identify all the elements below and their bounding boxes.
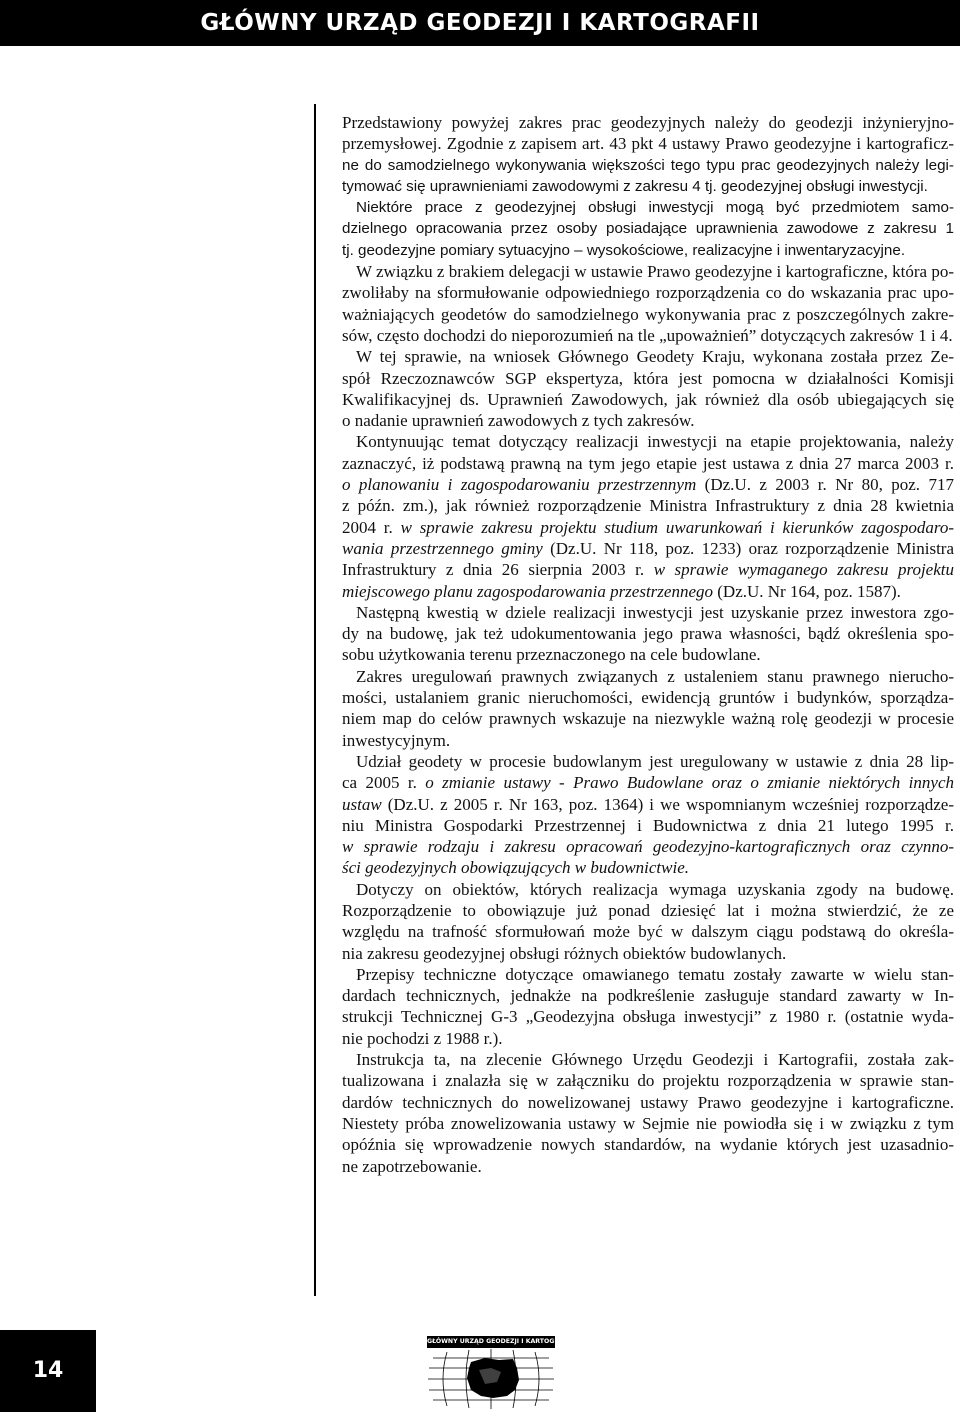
logo-banner: GŁÓWNY URZĄD GEODEZJI I KARTOGRAFII [427,1336,555,1348]
text-line: ne do samodzielnego wykonywania większości tego typu prac geodezyjnych należy legi- [342,156,954,174]
text-line: W tej sprawie, na wniosek Głównego Geodety Kraju, wykonana została przez Ze- [356,347,954,367]
text-line: dardach technicznych, jednakże na podkreślenie zasługuje standard zawarty w In- [342,986,954,1006]
text-line: Przepisy techniczne dotyczące omawianego tematu zostały zawarte w wielu stan- [356,964,954,984]
text-line: z późn. zm.), jak również rozporządzenie Ministra Infrastruktury z dnia 28 kwietnia [342,496,954,516]
text-line [342,538,954,559]
text-line: Kwalifikacyjnej ds. Uprawnień Zawodowych, jak również dla osób ubiegających się [342,389,954,409]
text-line: zaznaczyć, iż podstawą prawną na tym jego etapie jest ustawa z dnia 27 marca 2003 r. [342,453,954,473]
text-line [342,836,954,857]
text-line: zwoliłaby na sformułowanie odpowiedniego rozporządzenia co do wskazania prac upo- [342,283,954,303]
citation: (Dz.U. z 2005 r. Nr 163, poz. 1364) i we wspomnianym wcześniej rozporządze- [381,794,954,814]
citation: (Dz.U. Nr 118, poz. 1233) oraz rozporządzenie Ministra [542,538,955,558]
text-line [342,474,954,495]
text-line: dy na budowę, jak też udokumentowania jego prawa własności, bądź określenia spo- [342,624,954,644]
margin-rule [314,104,316,1296]
text-line: mości, ustalaniem granic nieruchomości, ewidencją gruntów i budynków, sporządza- [342,688,954,708]
italic-title: w sprawie rodzaju i zakresu opracowań geodezyjno-kartograficznych oraz czynno- [342,837,954,857]
text-line: niu Ministra Gospodarki Przestrzennej i Budownictwa z dnia 21 lutego 1995 r. [342,815,954,835]
text-line: tj. geodezyjne pomiary sytuacyjno – wysokościowe, realizacyjne i inwentaryzacyjne. [342,241,906,259]
text-line: przemysłowej. Zgodnie z zapisem art. 43 pkt 4 ustawy Prawo geodezyjne i kartograficz- [342,134,954,154]
body-text [342,112,954,1177]
text-line: tymować się uprawnieniami zawodowymi z zakresu 4 tj. geodezyjnej obsługi inwestycji. [342,177,928,195]
text-line: ne zapotrzebowanie. [342,1156,482,1176]
text-line: sów, często dochodzi do nieporozumień na tle „upoważnień” dotyczących zakresów 1 i 4. [342,325,953,345]
globe-map-icon [427,1348,555,1410]
text-line: sobu użytkowania terenu przeznaczonego na cele budowlane. [342,645,761,665]
text-line: ważniających geodetów do samodzielnego wykonywania prac z poszczególnych zakre- [342,304,954,324]
text-line [342,581,954,602]
text-line [342,794,954,815]
italic-title: wania przestrzennego gminy [342,538,543,558]
citation: (Dz.U. Nr 164, poz. 1587). [713,581,901,601]
text-line: opóźnia się wprowadzenie nowych standardów, na wydanie których jest uzasadnio- [342,1135,954,1155]
italic-title: o zmianie ustawy - Prawo Budowlane oraz o zmianie niektórych innych [425,773,954,793]
text-fragment: Infrastruktury z dnia 26 sierpnia 2003 r. [342,560,654,580]
text-line: nia zakresu geodezyjnej obsługi różnych obiektów budowlanych. [342,943,787,963]
text-line: spół Rzeczoznawców SGP ekspertyza, która jest pomocna w działalności Komisji [342,368,954,388]
text-line: Instrukcja ta, na zlecenie Głównego Urzędu Geodezji i Kartografii, została zak- [356,1050,954,1070]
text-line: nie pochodzi z 1988 r.). [342,1028,503,1048]
text-line [342,559,954,580]
text-line: dardów technicznych do nowelizowanej ustawy Prawo geodezyjne i kartograficzne. [342,1092,954,1112]
text-line: Rozporządzenie to obowiązuje już ponad dziesięć lat i można stwierdzić, że ze [342,900,954,920]
italic-title: ści geodezyjnych obowiązujących w budownictwie. [342,858,690,878]
italic-title: ustaw [342,794,382,814]
text-line: dzielnego opracowania przez osoby posiadające uprawnienia zawodowe z zakresu 1 [342,220,954,238]
text-line: o nadanie uprawnień zawodowych z tych zakresów. [342,411,695,431]
page-header-title: GŁÓWNY URZĄD GEODEZJI I KARTOGRAFII [200,10,760,36]
gugik-logo [427,1336,573,1410]
italic-title: o planowaniu i zagospodarowaniu przestrzennym [342,475,697,495]
text-line [342,772,954,793]
italic-title: w sprawie wymaganego zakresu projektu [653,560,954,580]
italic-title: miejscowego planu zagospodarowania przestrzennego [342,581,714,601]
text-line: W związku z brakiem delegacji w ustawie Prawo geodezyjne i kartograficzne, która po- [356,262,954,282]
text-line [342,517,954,538]
text-line: Następną kwestią w dziele realizacji inwestycji jest uzyskanie przez inwestora zgo- [356,602,954,622]
text-line: Niestety próba znowelizowania ustawy w Sejmie nie powiodła się i w związku z tym [342,1113,954,1133]
text-line: Kontynuując temat dotyczący realizacji inwestycji na etapie projektowania, należy [356,432,954,452]
text-line: Przedstawiony powyżej zakres prac geodezyjnych należy do geodezji inżynieryjno- [342,113,954,132]
text-fragment: ca 2005 r. [342,773,426,793]
text-line: względu na trafność sformułowań może być w dalszym ciągu podstawą do określa- [342,922,954,942]
page-number: 14 [32,1358,64,1383]
text-line [342,857,954,878]
text-line: strukcji Technicznej G-3 „Geodezyjna obsługa inwestycji” z 1980 r. (ostatnie wyda- [342,1007,954,1027]
text-line: Dotyczy on obiektów, których realizacja wymaga uzyskania zgody na budowę. [356,879,954,899]
text-line: inwestycyjnym. [342,730,451,750]
text-line: niem map do celów prawnych wskazuje na niezwykle ważną rolę geodezji w procesie [342,709,954,729]
text-line: Udział geodety w procesie budowlanym jest uregulowany w ustawie z dnia 28 lip- [356,751,954,771]
text-line: Niektóre prace z geodezyjnej obsługi inwestycji mogą być przedmiotem samo- [356,199,954,217]
text-line: tualizowana i znalazła się w załączniku do projektu rozporządzenia w sprawie stan- [342,1071,954,1091]
text-fragment: 2004 r. [342,517,401,537]
citation: (Dz.U. z 2003 r. Nr 80, poz. 717 [696,475,954,495]
italic-title: w sprawie zakresu projektu studium uwarunkowań i kierunków zagospodaro- [400,517,954,537]
text-line: Zakres uregulowań prawnych związanych z ustaleniem stanu prawnego nierucho- [356,666,954,686]
